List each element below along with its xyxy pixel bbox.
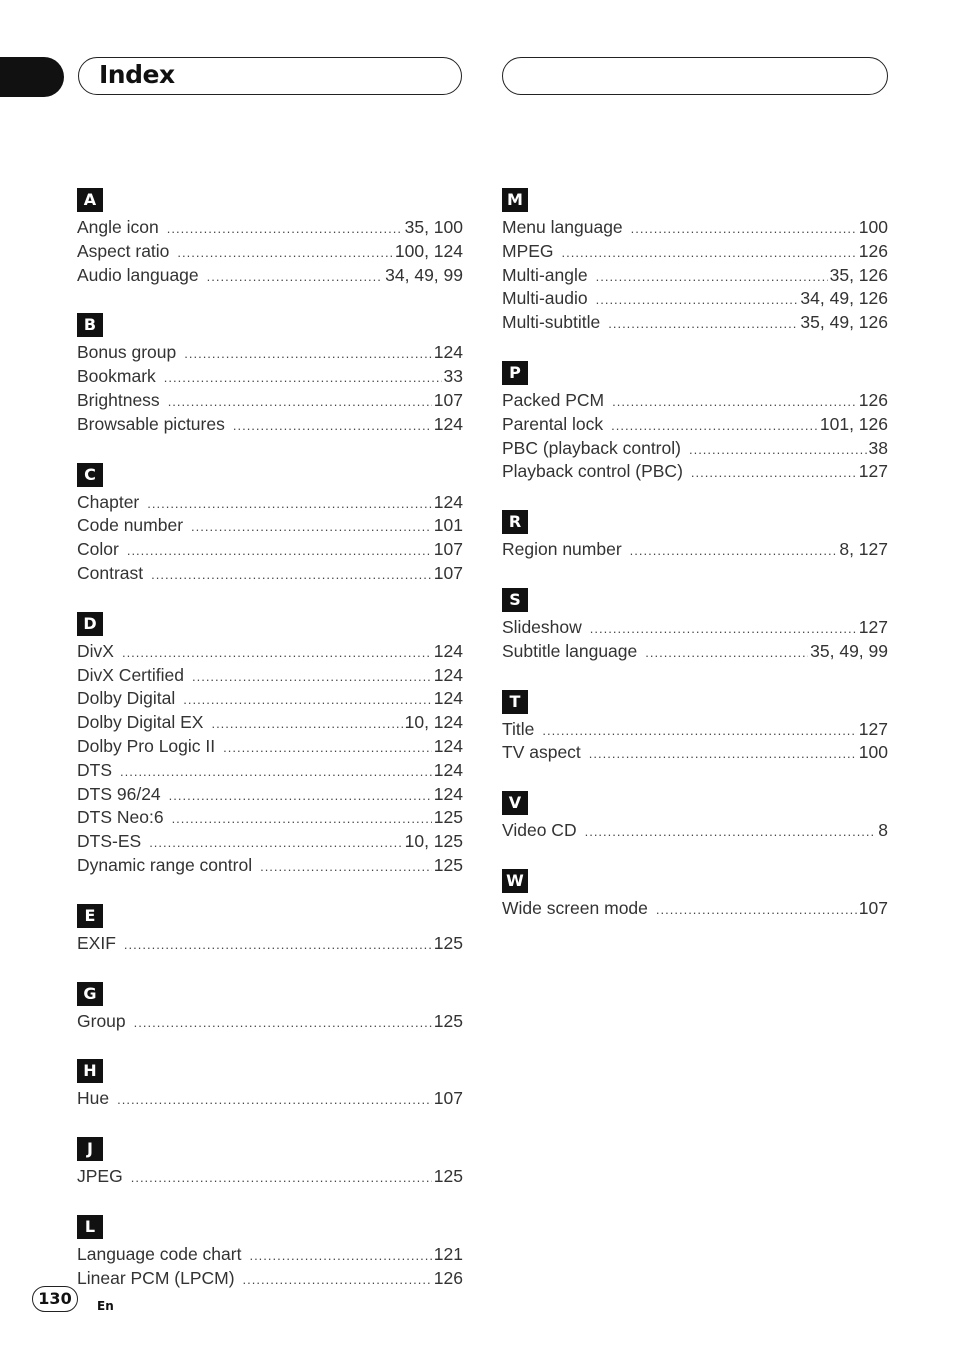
index-entry bbox=[77, 1087, 463, 1111]
dot-leader bbox=[608, 312, 798, 336]
entry-pages: 126 bbox=[858, 240, 888, 261]
entry-term: Menu language bbox=[502, 217, 623, 237]
entry-term: Packed PCM bbox=[502, 389, 605, 410]
index-entry bbox=[502, 264, 888, 288]
entry-pages: 127 bbox=[858, 718, 888, 739]
index-entry bbox=[77, 759, 463, 783]
index-entry bbox=[502, 538, 888, 562]
index-entry bbox=[77, 240, 463, 264]
index-entry bbox=[77, 932, 463, 956]
dot-leader bbox=[689, 438, 867, 462]
index-section bbox=[77, 1137, 463, 1189]
entry-term: Dolby Digital EX bbox=[77, 712, 204, 733]
entry-pages: 124 bbox=[433, 783, 463, 804]
section-letter: C bbox=[77, 463, 103, 487]
title-box bbox=[78, 57, 462, 95]
entry-pages: 124 bbox=[433, 688, 463, 709]
dot-leader bbox=[167, 217, 403, 241]
entry-pages: 124 bbox=[433, 413, 463, 434]
dot-leader bbox=[134, 1011, 432, 1035]
dot-leader bbox=[191, 515, 432, 539]
entry-pages: 38 bbox=[868, 437, 888, 458]
section-letter: A bbox=[77, 188, 103, 212]
index-entry bbox=[77, 216, 463, 240]
dot-leader bbox=[177, 241, 392, 265]
entry-pages: 8, 127 bbox=[839, 539, 888, 560]
index-section bbox=[77, 982, 463, 1034]
entry-pages: 10, 124 bbox=[404, 712, 463, 733]
entry-term: Dolby Pro Logic II bbox=[77, 735, 216, 756]
index-entry bbox=[77, 1010, 463, 1034]
entry-term: Multi-angle bbox=[502, 264, 588, 285]
dot-leader bbox=[223, 736, 432, 760]
index-entry bbox=[502, 216, 888, 240]
dot-leader bbox=[149, 831, 402, 855]
index-entry bbox=[77, 687, 463, 711]
entry-term: Code number bbox=[77, 515, 184, 536]
index-section bbox=[502, 361, 888, 484]
entry-pages: 35, 100 bbox=[404, 217, 463, 237]
dot-leader bbox=[589, 742, 857, 766]
index-section bbox=[502, 690, 888, 766]
header-empty-box bbox=[502, 57, 888, 95]
dot-leader bbox=[184, 342, 432, 366]
dot-leader bbox=[611, 414, 818, 438]
entry-pages: 125 bbox=[433, 1166, 463, 1187]
entry-term: Contrast bbox=[77, 562, 144, 583]
entry-pages: 107 bbox=[433, 539, 463, 560]
entry-term: Bookmark bbox=[77, 366, 156, 387]
dot-leader bbox=[630, 539, 838, 563]
entry-pages: 107 bbox=[433, 562, 463, 583]
dot-leader bbox=[562, 241, 857, 265]
index-section bbox=[77, 1215, 463, 1291]
dot-leader bbox=[183, 688, 432, 712]
entry-pages: 107 bbox=[433, 1088, 463, 1109]
index-entry bbox=[502, 616, 888, 640]
entry-pages: 35, 49, 99 bbox=[810, 640, 888, 661]
section-letter: G bbox=[77, 982, 103, 1006]
section-letter: M bbox=[502, 188, 528, 212]
dot-leader bbox=[117, 1088, 432, 1112]
entry-pages: 34, 49, 126 bbox=[800, 288, 888, 309]
entry-term: Playback control (PBC) bbox=[502, 461, 683, 482]
language-code: En bbox=[97, 1299, 114, 1313]
index-column-left bbox=[77, 188, 463, 1317]
index-entry bbox=[77, 514, 463, 538]
dot-leader bbox=[147, 492, 432, 516]
index-entry bbox=[77, 783, 463, 807]
entry-pages: 127 bbox=[858, 461, 888, 482]
entry-pages: 100 bbox=[858, 217, 888, 237]
index-entry bbox=[502, 718, 888, 742]
index-entry bbox=[77, 562, 463, 586]
index-section bbox=[77, 1059, 463, 1111]
entry-pages: 34, 49, 99 bbox=[385, 264, 463, 285]
index-entry bbox=[77, 854, 463, 878]
index-entry bbox=[77, 264, 463, 288]
entry-term: Slideshow bbox=[502, 616, 582, 637]
section-letter: B bbox=[77, 313, 103, 337]
section-letter: T bbox=[502, 690, 528, 714]
entry-term: Parental lock bbox=[502, 413, 604, 434]
section-letter: D bbox=[77, 612, 103, 636]
entry-term: TV aspect bbox=[502, 742, 581, 763]
dot-leader bbox=[596, 265, 828, 289]
index-section bbox=[502, 791, 888, 843]
dot-leader bbox=[169, 784, 432, 808]
dot-leader bbox=[168, 390, 432, 414]
entry-term: Subtitle language bbox=[502, 640, 638, 661]
dot-leader bbox=[656, 898, 857, 922]
section-letter: E bbox=[77, 904, 103, 928]
entry-term: Audio language bbox=[77, 264, 199, 285]
dot-leader bbox=[631, 217, 857, 241]
dot-leader bbox=[233, 414, 432, 438]
index-section bbox=[77, 188, 463, 287]
entry-term: Linear PCM (LPCM) bbox=[77, 1267, 235, 1288]
entry-pages: 124 bbox=[433, 759, 463, 780]
index-entry bbox=[77, 830, 463, 854]
entry-term: Multi-subtitle bbox=[502, 312, 601, 333]
section-letter: P bbox=[502, 361, 528, 385]
entry-pages: 125 bbox=[433, 807, 463, 828]
entry-term: Color bbox=[77, 539, 119, 560]
entry-pages: 35, 49, 126 bbox=[800, 312, 888, 333]
dot-leader bbox=[542, 719, 856, 743]
entry-term: PBC (playback control) bbox=[502, 437, 681, 458]
entry-term: Wide screen mode bbox=[502, 897, 648, 918]
entry-pages: 101, 126 bbox=[819, 413, 888, 434]
index-entry bbox=[502, 640, 888, 664]
dot-leader bbox=[164, 366, 442, 390]
entry-term: DTS-ES bbox=[77, 831, 142, 852]
index-entry bbox=[502, 311, 888, 335]
index-entry bbox=[77, 735, 463, 759]
index-entry bbox=[77, 1165, 463, 1189]
index-section bbox=[77, 463, 463, 586]
dot-leader bbox=[211, 712, 402, 736]
entry-term: Title bbox=[502, 718, 535, 739]
entry-term: Browsable pictures bbox=[77, 413, 225, 434]
index-entry bbox=[77, 1267, 463, 1291]
section-letter: W bbox=[502, 869, 528, 893]
dot-leader bbox=[207, 265, 384, 289]
index-entry bbox=[77, 640, 463, 664]
page-title: Index bbox=[99, 60, 175, 89]
entry-term: Multi-audio bbox=[502, 288, 588, 309]
entry-term: Chapter bbox=[77, 491, 140, 512]
entry-pages: 33 bbox=[443, 366, 463, 387]
entry-term: EXIF bbox=[77, 932, 116, 953]
entry-pages: 125 bbox=[433, 854, 463, 875]
index-entry bbox=[77, 711, 463, 735]
section-letter: R bbox=[502, 510, 528, 534]
entry-term: DTS Neo:6 bbox=[77, 807, 164, 828]
entry-term: Language code chart bbox=[77, 1243, 242, 1264]
header-tab-marker bbox=[0, 57, 64, 97]
entry-term: DivX bbox=[77, 640, 114, 661]
entry-pages: 10, 125 bbox=[404, 831, 463, 852]
entry-pages: 100 bbox=[858, 742, 888, 763]
entry-term: DTS bbox=[77, 759, 112, 780]
entry-pages: 121 bbox=[433, 1243, 463, 1264]
dot-leader bbox=[612, 390, 857, 414]
section-letter: J bbox=[77, 1137, 103, 1161]
dot-leader bbox=[691, 461, 857, 485]
section-letter: S bbox=[502, 588, 528, 612]
entry-pages: 35, 126 bbox=[829, 264, 888, 285]
index-entry bbox=[502, 460, 888, 484]
entry-pages: 126 bbox=[858, 389, 888, 410]
index-entry bbox=[77, 341, 463, 365]
index-entry bbox=[77, 806, 463, 830]
dot-leader bbox=[243, 1268, 432, 1292]
entry-pages: 100, 124 bbox=[394, 240, 463, 261]
entry-term: Angle icon bbox=[77, 217, 159, 237]
index-entry bbox=[77, 538, 463, 562]
entry-term: MPEG bbox=[502, 240, 554, 261]
entry-pages: 124 bbox=[433, 640, 463, 661]
entry-pages: 107 bbox=[858, 897, 888, 918]
dot-leader bbox=[122, 641, 432, 665]
index-entry bbox=[77, 413, 463, 437]
entry-pages: 124 bbox=[433, 664, 463, 685]
entry-pages: 124 bbox=[433, 491, 463, 512]
entry-term: Aspect ratio bbox=[77, 240, 170, 261]
dot-leader bbox=[124, 933, 432, 957]
index-section bbox=[502, 869, 888, 921]
dot-leader bbox=[585, 820, 877, 844]
index-section bbox=[502, 188, 888, 335]
index-section bbox=[502, 588, 888, 664]
entry-term: Brightness bbox=[77, 389, 160, 410]
index-entry bbox=[502, 389, 888, 413]
index-entry bbox=[77, 491, 463, 515]
entry-pages: 124 bbox=[433, 342, 463, 363]
index-entry bbox=[502, 741, 888, 765]
index-section bbox=[77, 612, 463, 878]
index-entry bbox=[502, 897, 888, 921]
entry-term: Group bbox=[77, 1010, 126, 1031]
index-entry bbox=[77, 664, 463, 688]
index-section bbox=[77, 313, 463, 436]
dot-leader bbox=[127, 539, 432, 563]
section-letter: L bbox=[77, 1215, 103, 1239]
entry-term: Video CD bbox=[502, 820, 577, 841]
index-entry bbox=[77, 389, 463, 413]
entry-pages: 126 bbox=[433, 1267, 463, 1288]
entry-pages: 125 bbox=[433, 1010, 463, 1031]
index-entry bbox=[77, 1243, 463, 1267]
dot-leader bbox=[596, 288, 799, 312]
index-entry bbox=[502, 413, 888, 437]
entry-term: DTS 96/24 bbox=[77, 783, 161, 804]
dot-leader bbox=[192, 665, 432, 689]
page-number: 130 bbox=[32, 1286, 78, 1312]
entry-pages: 124 bbox=[433, 735, 463, 756]
entry-pages: 127 bbox=[858, 616, 888, 637]
entry-pages: 107 bbox=[433, 389, 463, 410]
dot-leader bbox=[645, 641, 808, 665]
entry-term: DivX Certified bbox=[77, 664, 184, 685]
index-entry bbox=[502, 819, 888, 843]
index-section bbox=[502, 510, 888, 562]
dot-leader bbox=[249, 1244, 431, 1268]
dot-leader bbox=[151, 563, 432, 587]
entry-term: Region number bbox=[502, 539, 622, 560]
entry-term: JPEG bbox=[77, 1166, 123, 1187]
index-column-right bbox=[502, 188, 888, 947]
dot-leader bbox=[131, 1166, 432, 1190]
dot-leader bbox=[120, 760, 432, 784]
index-entry bbox=[502, 240, 888, 264]
index-entry bbox=[502, 437, 888, 461]
entry-term: Dynamic range control bbox=[77, 854, 253, 875]
entry-term: Bonus group bbox=[77, 342, 177, 363]
dot-leader bbox=[172, 807, 432, 831]
index-entry bbox=[77, 365, 463, 389]
index-entry bbox=[502, 287, 888, 311]
entry-term: Hue bbox=[77, 1088, 110, 1109]
entry-pages: 125 bbox=[433, 932, 463, 953]
dot-leader bbox=[260, 855, 432, 879]
section-letter: H bbox=[77, 1059, 103, 1083]
entry-pages: 101 bbox=[433, 515, 463, 536]
entry-pages: 8 bbox=[878, 820, 888, 841]
entry-term: Dolby Digital bbox=[77, 688, 176, 709]
dot-leader bbox=[590, 617, 857, 641]
index-section bbox=[77, 904, 463, 956]
section-letter: V bbox=[502, 791, 528, 815]
